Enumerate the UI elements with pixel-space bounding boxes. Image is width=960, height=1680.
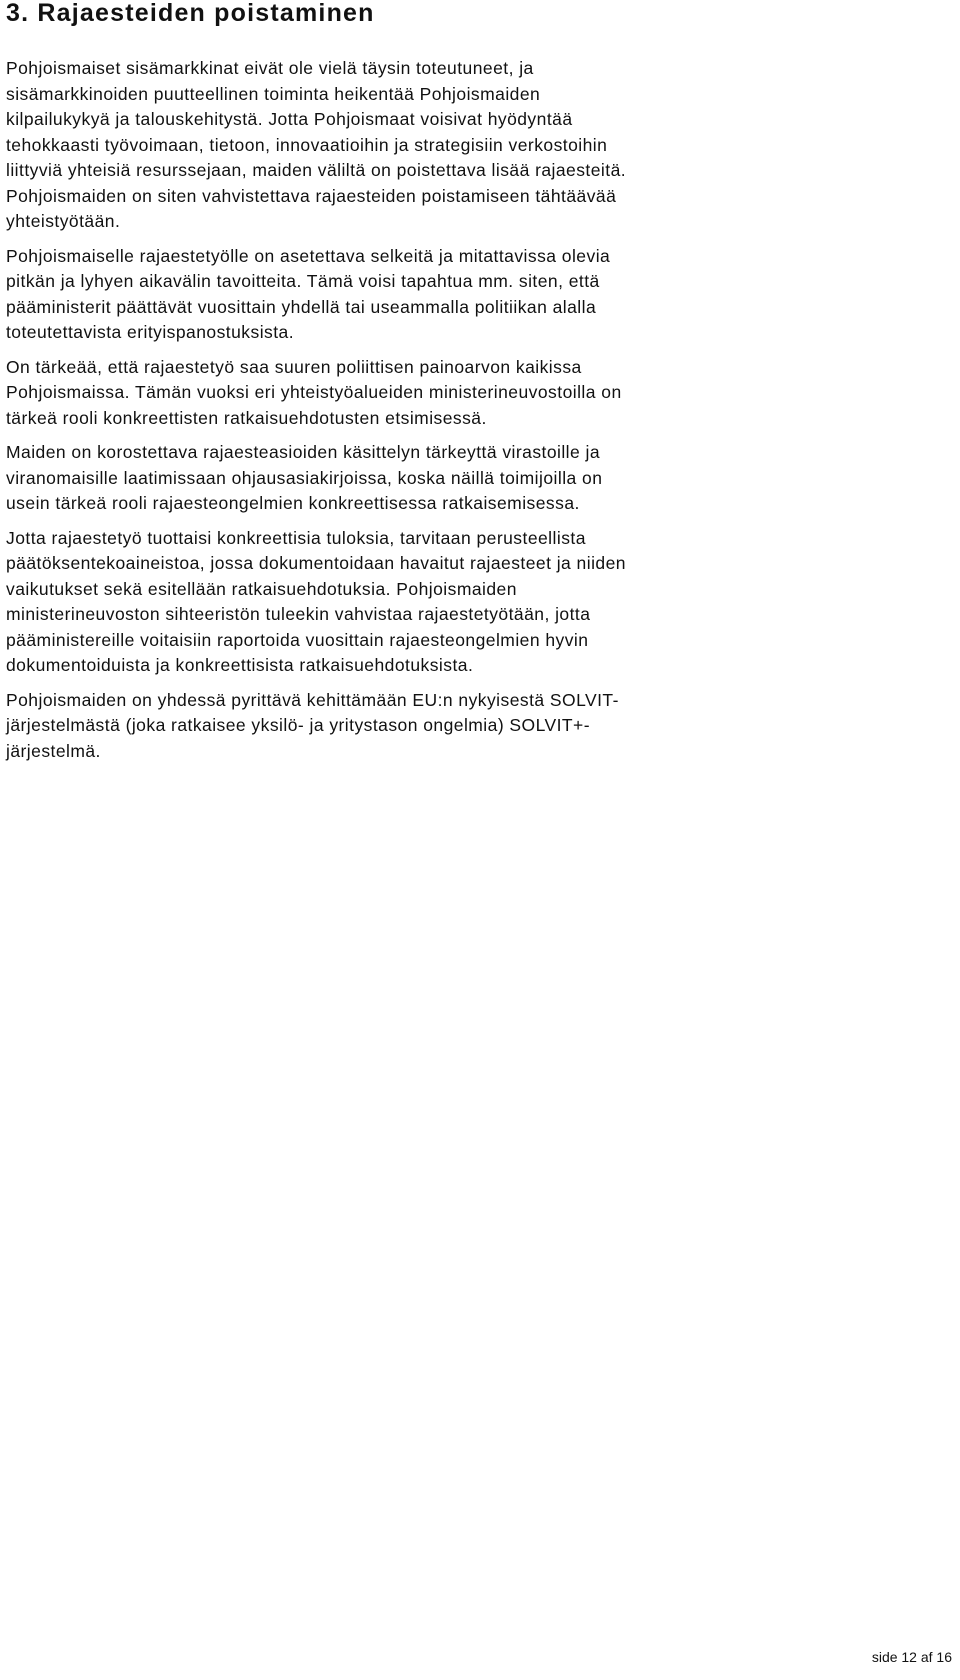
text-line: Pohjoismaiden on siten vahvistettava rajaesteiden poistamiseen tähtäävää [6,185,617,206]
text-line: järjestelmästä (joka ratkaisee yksilö- ja yritystason ongelmia) SOLVIT+- [6,715,591,735]
paragraph-2 [6,244,936,346]
body-text [6,56,936,773]
text-line: Pohjoismaiden on yhdessä pyrittävä kehittämään EU:n nykyisestä SOLVIT- [6,689,619,710]
paragraph-1 [6,56,936,235]
paragraph-3 [6,355,936,432]
text-line: viranomaisille laatimissaan ohjausasiakirjoissa, koska näillä toimijoilla on [6,467,603,488]
section-heading: 3. Rajaesteiden poistaminen [6,0,375,27]
text-line: päätöksentekoaineistoa, jossa dokumentoidaan havaitut rajaesteet ja niiden [6,553,626,573]
text-line: sisämarkkinoiden puutteellinen toiminta heikentää Pohjoismaiden [6,83,541,104]
text-line: liittyviä yhteisiä resurssejaan, maiden väliltä on poistettava lisää rajaesteitä. [6,160,627,180]
paragraph-6 [6,688,936,765]
text-line: pitkän ja lyhyen aikavälin tavoitteita. Tämä voisi tapahtua mm. siten, että [6,271,600,291]
text-line: vaikutukset sekä esitellään ratkaisuehdotuksia. Pohjoismaiden [6,578,517,599]
text-line: Jotta rajaestetyö tuottaisi konkreettisia tuloksia, tarvitaan perusteellista [6,527,586,548]
text-line: pääministerit päättävät vuosittain yhdellä tai useammalla politiikan alalla [6,296,597,317]
text-line: tehokkaasti työvoimaan, tietoon, innovaatioihin ja strategisiin verkostoihin [6,134,608,155]
text-line: Pohjoismaissa. Tämän vuoksi eri yhteistyöalueiden ministerineuvostoilla on [6,382,622,402]
text-line: tärkeä rooli konkreettisten ratkaisuehdotusten etsimisessä. [6,407,487,428]
text-line: Maiden on korostettava rajaesteasioiden käsittelyn tärkeyttä virastoille ja [6,442,601,462]
text-line: usein tärkeä rooli rajaesteongelmien konkreettisessa ratkaisemisessa. [6,493,580,513]
text-line: dokumentoiduista ja konkreettisista ratkaisuehdotuksista. [6,655,474,675]
text-line: toteutettavista erityispanostuksista. [6,322,295,342]
paragraph-4 [6,440,936,517]
text-line: Pohjoismaiselle rajaestetyölle on asetettava selkeitä ja mitattavissa olevia [6,245,611,266]
text-line: ministerineuvoston sihteeristön tuleekin vahvistaa rajaestetyötään, jotta [6,604,591,624]
text-line: kilpailukykyä ja talouskehitystä. Jotta Pohjoismaat voisivat hyödyntää [6,109,573,129]
text-line: On tärkeää, että rajaestetyö saa suuren poliittisen painoarvon kaikissa [6,356,582,377]
text-line: yhteistyötään. [6,211,121,231]
text-line: pääministereille voitaisiin raportoida vuosittain rajaesteongelmien hyvin [6,629,589,650]
paragraph-5 [6,526,936,679]
page-number: side 12 af 16 [871,1649,952,1665]
text-line: järjestelmä. [6,740,101,761]
text-line: Pohjoismaiset sisämarkkinat eivät ole vielä täysin toteutuneet, ja [6,58,534,78]
